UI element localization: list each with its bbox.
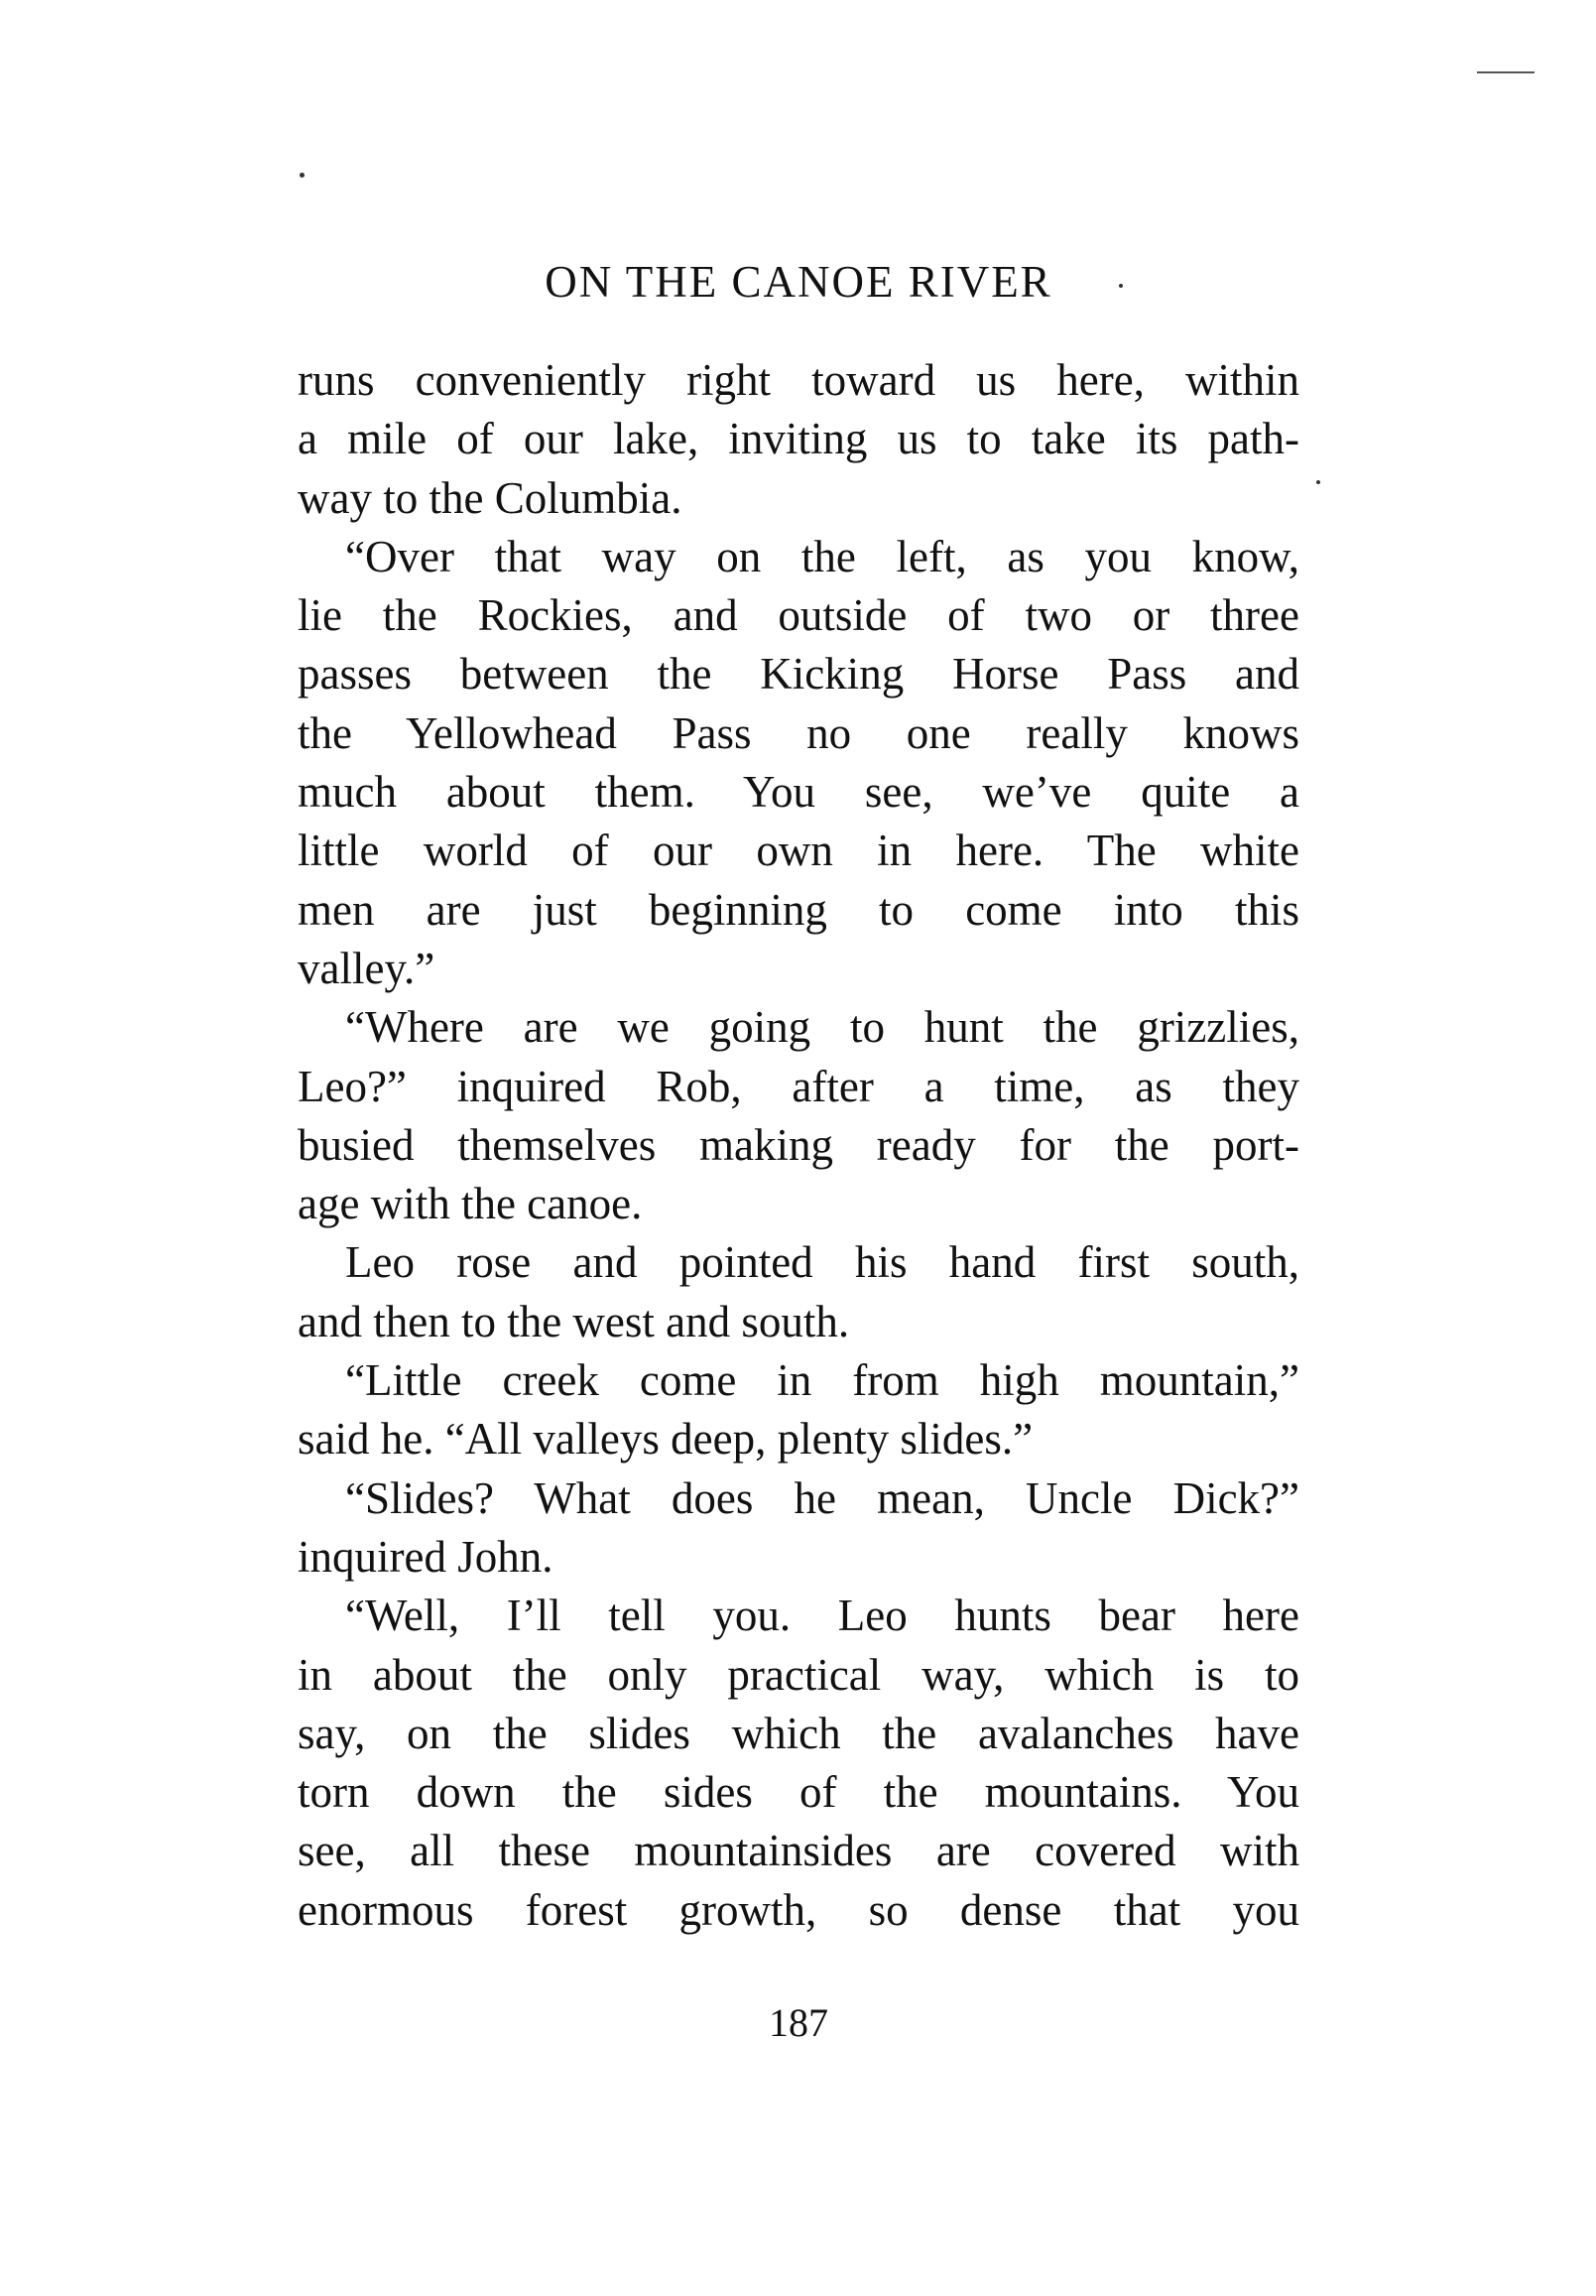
text-line: Leo rose and pointed his hand first south,	[345, 1237, 1299, 1288]
text-line: “Over that way on the left, as you know,	[345, 531, 1299, 581]
scan-speck	[300, 173, 305, 178]
running-head: ON THE CANOE RIVER	[545, 257, 1052, 307]
text-line: little world of our own in here. The white	[298, 826, 1299, 876]
text-line: see, all these mountainsides are covered with	[298, 1826, 1299, 1876]
text-line: “Little creek come in from high mountain,”	[345, 1355, 1299, 1406]
text-line: “Slides? What does he mean, Uncle Dick?”	[345, 1472, 1299, 1523]
text-line: say, on the slides which the avalanches have	[298, 1708, 1299, 1758]
text-line: way to the Columbia.	[298, 472, 682, 523]
text-line: torn down the sides of the mountains. You	[298, 1767, 1299, 1818]
text-line: valley.”	[298, 943, 435, 993]
text-line: runs conveniently right toward us here, within	[298, 355, 1299, 405]
text-line: a mile of our lake, inviting us to take its path-	[298, 414, 1299, 464]
text-line: much about them. You see, we’ve quite a	[298, 767, 1299, 818]
body-text	[298, 351, 1299, 1940]
text-line: age with the canoe.	[298, 1179, 643, 1229]
text-line: in about the only practical way, which is to	[298, 1649, 1299, 1700]
text-line: “Where are we going to hunt the grizzlies,	[345, 1002, 1299, 1053]
page-number: 187	[769, 2000, 828, 2045]
text-line: lie the Rockies, and outside of two or three	[298, 590, 1299, 641]
text-line: men are just beginning to come into this	[298, 884, 1299, 935]
text-line: passes between the Kicking Horse Pass and	[298, 649, 1299, 700]
text-line: enormous forest growth, so dense that you	[298, 1884, 1299, 1935]
text-line: and then to the west and south.	[298, 1296, 850, 1346]
text-line: “Well, I’ll tell you. Leo hunts bear here	[345, 1591, 1299, 1641]
scan-edge-mark	[1477, 71, 1535, 73]
text-line: the Yellowhead Pass no one really knows	[298, 707, 1299, 758]
scan-speck	[1316, 480, 1320, 484]
text-line: said he. “All valleys deep, plenty slides.”	[298, 1414, 1034, 1465]
text-line: busied themselves making ready for the port-	[298, 1119, 1299, 1170]
text-line: Leo?” inquired Rob, after a time, as they	[298, 1061, 1299, 1111]
text-line: inquired John.	[298, 1531, 553, 1582]
